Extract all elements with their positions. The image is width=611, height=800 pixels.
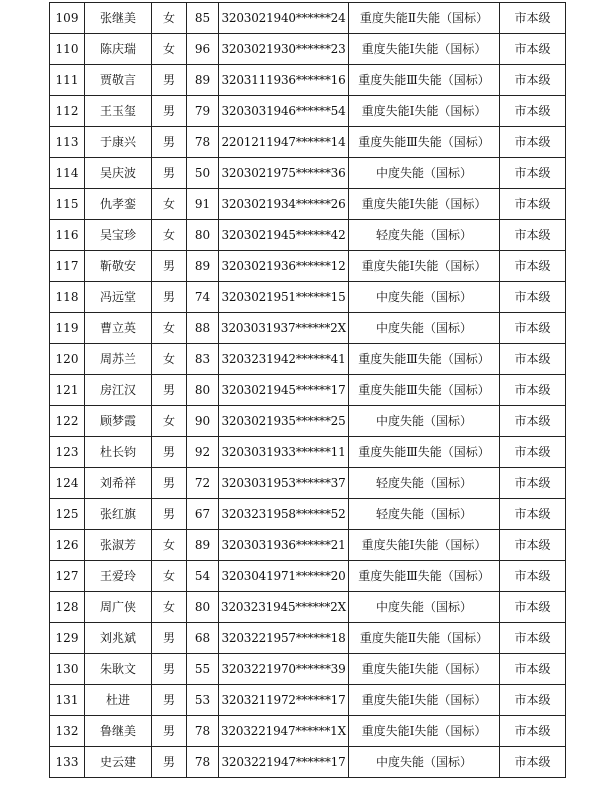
- cell-age: 53: [187, 685, 219, 716]
- cell-age: 55: [187, 654, 219, 685]
- cell-serial-number: 126: [50, 530, 85, 561]
- cell-name: 周广侠: [85, 592, 152, 623]
- cell-id-number: 3203021975******36: [219, 158, 349, 189]
- cell-serial-number: 123: [50, 437, 85, 468]
- cell-name: 陈庆瑞: [85, 34, 152, 65]
- cell-serial-number: 109: [50, 3, 85, 34]
- cell-disability-level: 重度失能Ⅰ失能（国标）: [349, 654, 500, 685]
- cell-name: 刘希祥: [85, 468, 152, 499]
- cell-gender: 男: [152, 375, 187, 406]
- cell-serial-number: 119: [50, 313, 85, 344]
- cell-region: 市本级: [500, 468, 566, 499]
- cell-serial-number: 113: [50, 127, 85, 158]
- cell-age: 78: [187, 747, 219, 778]
- cell-name: 王玉玺: [85, 96, 152, 127]
- cell-disability-level: 重度失能Ⅲ失能（国标）: [349, 375, 500, 406]
- cell-age: 72: [187, 468, 219, 499]
- cell-region: 市本级: [500, 406, 566, 437]
- cell-age: 96: [187, 34, 219, 65]
- cell-region: 市本级: [500, 375, 566, 406]
- cell-serial-number: 125: [50, 499, 85, 530]
- cell-disability-level: 重度失能Ⅰ失能（国标）: [349, 685, 500, 716]
- cell-id-number: 3203211972******17: [219, 685, 349, 716]
- cell-disability-level: 轻度失能（国标）: [349, 468, 500, 499]
- cell-disability-level: 重度失能Ⅰ失能（国标）: [349, 716, 500, 747]
- cell-age: 89: [187, 530, 219, 561]
- cell-gender: 女: [152, 561, 187, 592]
- table-row: [50, 127, 566, 158]
- table-row: [50, 623, 566, 654]
- table-row: [50, 34, 566, 65]
- cell-region: 市本级: [500, 127, 566, 158]
- cell-region: 市本级: [500, 282, 566, 313]
- cell-disability-level: 中度失能（国标）: [349, 282, 500, 313]
- cell-disability-level: 重度失能Ⅲ失能（国标）: [349, 437, 500, 468]
- table-row: [50, 716, 566, 747]
- cell-age: 89: [187, 65, 219, 96]
- cell-id-number: 3203031933******11: [219, 437, 349, 468]
- cell-id-number: 3203221947******17: [219, 747, 349, 778]
- cell-name: 房江汉: [85, 375, 152, 406]
- table-row: [50, 747, 566, 778]
- cell-id-number: 3203221957******18: [219, 623, 349, 654]
- cell-id-number: 3203021945******42: [219, 220, 349, 251]
- table-row: [50, 406, 566, 437]
- cell-serial-number: 122: [50, 406, 85, 437]
- cell-name: 仇孝銮: [85, 189, 152, 220]
- cell-name: 周苏兰: [85, 344, 152, 375]
- cell-age: 78: [187, 127, 219, 158]
- cell-gender: 男: [152, 96, 187, 127]
- cell-name: 张红旗: [85, 499, 152, 530]
- cell-gender: 男: [152, 468, 187, 499]
- cell-region: 市本级: [500, 716, 566, 747]
- cell-serial-number: 130: [50, 654, 85, 685]
- cell-name: 吴庆波: [85, 158, 152, 189]
- cell-id-number: 3203231942******41: [219, 344, 349, 375]
- cell-age: 79: [187, 96, 219, 127]
- cell-gender: 男: [152, 65, 187, 96]
- cell-region: 市本级: [500, 65, 566, 96]
- table-row: [50, 65, 566, 96]
- cell-region: 市本级: [500, 34, 566, 65]
- cell-id-number: 3203031937******2X: [219, 313, 349, 344]
- cell-serial-number: 117: [50, 251, 85, 282]
- cell-id-number: 3203021936******12: [219, 251, 349, 282]
- table-row: [50, 685, 566, 716]
- cell-id-number: 2201211947******14: [219, 127, 349, 158]
- cell-gender: 女: [152, 3, 187, 34]
- cell-name: 张继美: [85, 3, 152, 34]
- cell-gender: 女: [152, 530, 187, 561]
- cell-name: 贾敬言: [85, 65, 152, 96]
- cell-disability-level: 中度失能（国标）: [349, 313, 500, 344]
- cell-name: 顾梦霞: [85, 406, 152, 437]
- cell-id-number: 3203111936******16: [219, 65, 349, 96]
- cell-region: 市本级: [500, 530, 566, 561]
- cell-name: 刘兆斌: [85, 623, 152, 654]
- cell-id-number: 3203021945******17: [219, 375, 349, 406]
- cell-id-number: 3203231945******2X: [219, 592, 349, 623]
- cell-id-number: 3203021934******26: [219, 189, 349, 220]
- table-row: [50, 189, 566, 220]
- cell-region: 市本级: [500, 654, 566, 685]
- cell-gender: 男: [152, 282, 187, 313]
- cell-disability-level: 重度失能Ⅱ失能（国标）: [349, 3, 500, 34]
- cell-gender: 女: [152, 592, 187, 623]
- cell-region: 市本级: [500, 3, 566, 34]
- cell-disability-level: 重度失能Ⅰ失能（国标）: [349, 530, 500, 561]
- cell-disability-level: 重度失能Ⅰ失能（国标）: [349, 251, 500, 282]
- cell-name: 杜进: [85, 685, 152, 716]
- cell-region: 市本级: [500, 623, 566, 654]
- table-row: [50, 282, 566, 313]
- cell-gender: 女: [152, 313, 187, 344]
- cell-gender: 男: [152, 437, 187, 468]
- cell-serial-number: 114: [50, 158, 85, 189]
- cell-serial-number: 112: [50, 96, 85, 127]
- cell-region: 市本级: [500, 313, 566, 344]
- cell-region: 市本级: [500, 437, 566, 468]
- cell-serial-number: 133: [50, 747, 85, 778]
- cell-id-number: 3203021935******25: [219, 406, 349, 437]
- table-row: [50, 561, 566, 592]
- cell-gender: 男: [152, 654, 187, 685]
- cell-disability-level: 中度失能（国标）: [349, 747, 500, 778]
- cell-gender: 男: [152, 251, 187, 282]
- cell-region: 市本级: [500, 592, 566, 623]
- table-row: [50, 344, 566, 375]
- cell-name: 吴宝珍: [85, 220, 152, 251]
- cell-region: 市本级: [500, 747, 566, 778]
- cell-gender: 女: [152, 344, 187, 375]
- cell-age: 91: [187, 189, 219, 220]
- cell-disability-level: 重度失能Ⅰ失能（国标）: [349, 34, 500, 65]
- cell-disability-level: 重度失能Ⅲ失能（国标）: [349, 344, 500, 375]
- table-row: [50, 313, 566, 344]
- cell-id-number: 3203221947******1X: [219, 716, 349, 747]
- cell-disability-level: 重度失能Ⅲ失能（国标）: [349, 561, 500, 592]
- cell-id-number: 3203031936******21: [219, 530, 349, 561]
- cell-serial-number: 131: [50, 685, 85, 716]
- roster-table: [49, 2, 566, 778]
- cell-disability-level: 中度失能（国标）: [349, 158, 500, 189]
- cell-gender: 男: [152, 685, 187, 716]
- table-row: [50, 654, 566, 685]
- cell-gender: 女: [152, 34, 187, 65]
- cell-region: 市本级: [500, 685, 566, 716]
- table-row: [50, 220, 566, 251]
- cell-name: 史云建: [85, 747, 152, 778]
- cell-gender: 男: [152, 158, 187, 189]
- table-row: [50, 468, 566, 499]
- cell-disability-level: 重度失能Ⅲ失能（国标）: [349, 127, 500, 158]
- cell-name: 朱耿文: [85, 654, 152, 685]
- cell-id-number: 3203031946******54: [219, 96, 349, 127]
- cell-gender: 男: [152, 623, 187, 654]
- table-row: [50, 96, 566, 127]
- cell-serial-number: 127: [50, 561, 85, 592]
- cell-serial-number: 129: [50, 623, 85, 654]
- cell-serial-number: 128: [50, 592, 85, 623]
- cell-name: 张淑芳: [85, 530, 152, 561]
- cell-age: 67: [187, 499, 219, 530]
- cell-region: 市本级: [500, 499, 566, 530]
- cell-disability-level: 中度失能（国标）: [349, 406, 500, 437]
- table-row: [50, 3, 566, 34]
- cell-serial-number: 110: [50, 34, 85, 65]
- cell-age: 89: [187, 251, 219, 282]
- cell-serial-number: 124: [50, 468, 85, 499]
- cell-name: 曹立英: [85, 313, 152, 344]
- cell-id-number: 3203231958******52: [219, 499, 349, 530]
- cell-serial-number: 132: [50, 716, 85, 747]
- cell-age: 88: [187, 313, 219, 344]
- table-row: [50, 530, 566, 561]
- cell-disability-level: 重度失能Ⅲ失能（国标）: [349, 65, 500, 96]
- cell-age: 83: [187, 344, 219, 375]
- cell-disability-level: 中度失能（国标）: [349, 592, 500, 623]
- roster-body: [50, 3, 566, 778]
- cell-serial-number: 121: [50, 375, 85, 406]
- table-row: [50, 592, 566, 623]
- table-row: [50, 499, 566, 530]
- cell-serial-number: 118: [50, 282, 85, 313]
- cell-age: 74: [187, 282, 219, 313]
- cell-serial-number: 116: [50, 220, 85, 251]
- cell-id-number: 3203031953******37: [219, 468, 349, 499]
- cell-name: 靳敬安: [85, 251, 152, 282]
- cell-region: 市本级: [500, 561, 566, 592]
- cell-gender: 男: [152, 499, 187, 530]
- cell-age: 78: [187, 716, 219, 747]
- table-row: [50, 375, 566, 406]
- cell-gender: 男: [152, 716, 187, 747]
- cell-region: 市本级: [500, 189, 566, 220]
- cell-gender: 女: [152, 220, 187, 251]
- cell-id-number: 3203021930******23: [219, 34, 349, 65]
- cell-serial-number: 115: [50, 189, 85, 220]
- cell-region: 市本级: [500, 220, 566, 251]
- cell-serial-number: 111: [50, 65, 85, 96]
- cell-age: 85: [187, 3, 219, 34]
- cell-age: 68: [187, 623, 219, 654]
- table-row: [50, 158, 566, 189]
- cell-name: 鲁继美: [85, 716, 152, 747]
- cell-disability-level: 轻度失能（国标）: [349, 499, 500, 530]
- cell-disability-level: 重度失能Ⅰ失能（国标）: [349, 189, 500, 220]
- cell-gender: 女: [152, 406, 187, 437]
- cell-region: 市本级: [500, 344, 566, 375]
- cell-age: 54: [187, 561, 219, 592]
- cell-region: 市本级: [500, 251, 566, 282]
- cell-age: 80: [187, 592, 219, 623]
- cell-id-number: 3203021951******15: [219, 282, 349, 313]
- cell-gender: 女: [152, 189, 187, 220]
- cell-name: 王爱玲: [85, 561, 152, 592]
- cell-region: 市本级: [500, 158, 566, 189]
- cell-age: 80: [187, 220, 219, 251]
- cell-age: 92: [187, 437, 219, 468]
- cell-name: 杜长钧: [85, 437, 152, 468]
- cell-id-number: 3203021940******24: [219, 3, 349, 34]
- cell-disability-level: 轻度失能（国标）: [349, 220, 500, 251]
- cell-age: 80: [187, 375, 219, 406]
- cell-id-number: 3203041971******20: [219, 561, 349, 592]
- cell-region: 市本级: [500, 96, 566, 127]
- cell-name: 于康兴: [85, 127, 152, 158]
- cell-age: 50: [187, 158, 219, 189]
- cell-id-number: 3203221970******39: [219, 654, 349, 685]
- cell-disability-level: 重度失能Ⅱ失能（国标）: [349, 623, 500, 654]
- cell-gender: 男: [152, 127, 187, 158]
- table-row: [50, 437, 566, 468]
- cell-gender: 男: [152, 747, 187, 778]
- cell-serial-number: 120: [50, 344, 85, 375]
- table-row: [50, 251, 566, 282]
- cell-name: 冯远堂: [85, 282, 152, 313]
- cell-age: 90: [187, 406, 219, 437]
- cell-disability-level: 重度失能Ⅰ失能（国标）: [349, 96, 500, 127]
